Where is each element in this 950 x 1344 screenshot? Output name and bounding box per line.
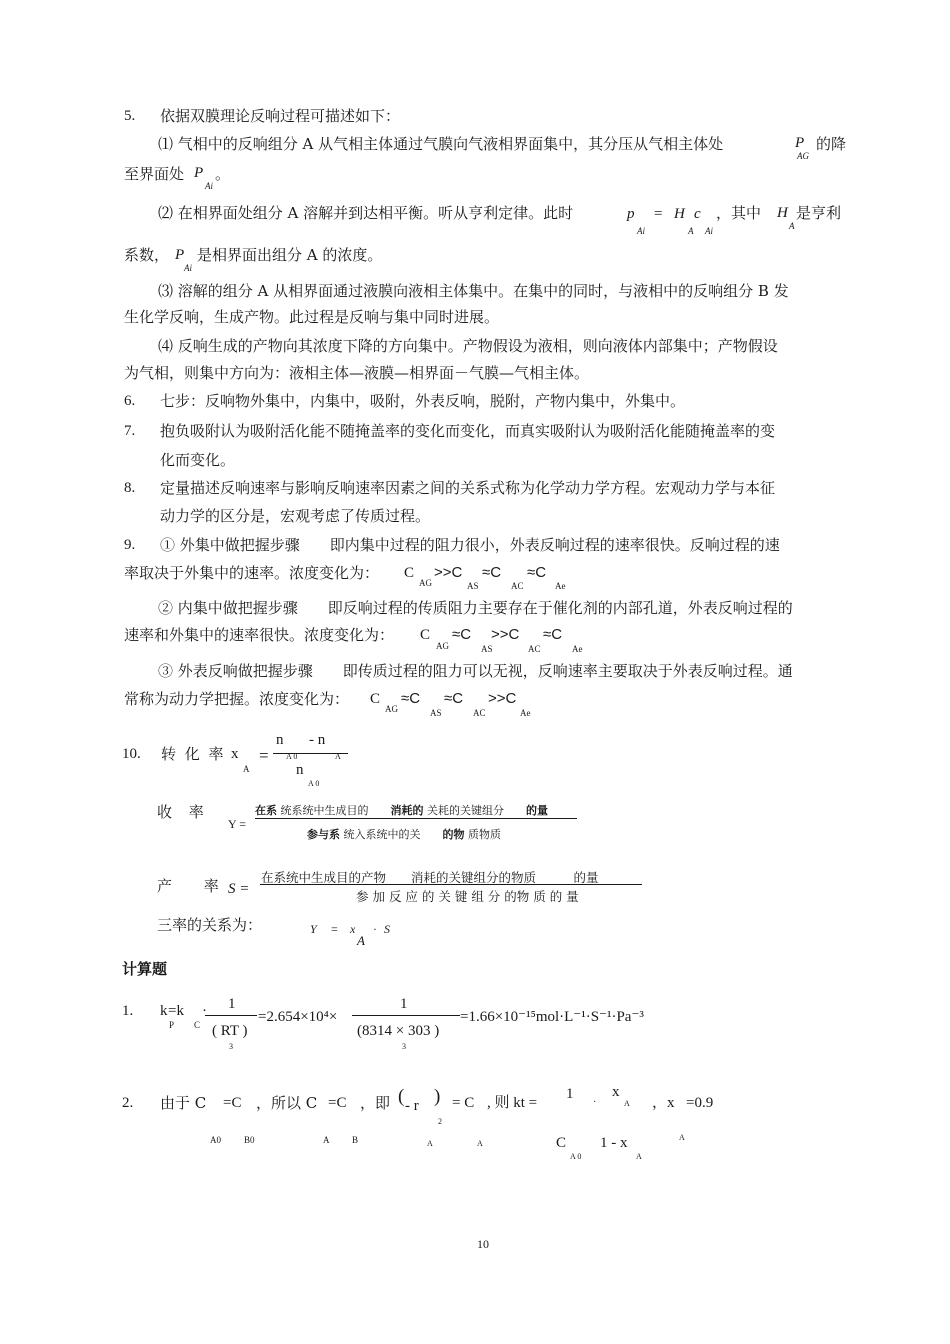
symbol-p-ai: P <box>194 165 204 181</box>
yield-label: 收 率 <box>157 803 210 821</box>
selectivity-numerator: 在系统中生成目的产物 消耗的关键组分的物质 的量 <box>261 870 599 885</box>
relation-y: Y <box>310 922 317 936</box>
item-5-step2-line1: ⑵ 在相界面处组分 A 溶解并到达相平衡。听从亨利定律。此时 <box>158 204 574 222</box>
selectivity-label: 产 率 <box>157 877 223 895</box>
relation-s: S <box>384 922 390 936</box>
q2-minus-r: - r <box>405 1098 419 1114</box>
item-10-number: 10. <box>122 746 141 762</box>
q1-frac1-num: 1 <box>228 996 236 1012</box>
conversion-den-n: n <box>296 762 304 778</box>
item-5-step4-line2: 为气相，则集中方向为：液相主体—液膜—相界面－气膜—气相主体。 <box>124 364 590 382</box>
q2-frac-den-sub: A 0 <box>570 1152 582 1161</box>
conversion-label: 转 化 率 <box>161 745 226 763</box>
yield-lhs: Y = <box>228 817 246 831</box>
item-7-line1: 抱负吸附认为吸附活化能不随掩盖率的变化而变化，而真实吸附认为吸附活化能随掩盖率的变 <box>160 422 776 440</box>
symbol-h-a-sub: A <box>789 221 795 231</box>
rel2-c1: C <box>420 627 431 643</box>
q1-frac2-num: 1 <box>400 996 408 1012</box>
q2-tail-value: =0.9 <box>686 1095 714 1111</box>
item-9-number: 9. <box>124 537 136 553</box>
rel3-s3: AC <box>473 708 486 718</box>
item-9-case3-line1: ③ 外表反响做把握步骤 即传质过程的阻力可以无视，反响速率主要取决于外表反响过程。通 <box>158 662 793 680</box>
q2-sub-a0: A0 <box>210 1135 221 1145</box>
symbol-p-ai-2: P <box>175 247 185 263</box>
q2-dot: · <box>593 1097 597 1108</box>
rel1-c1: C <box>404 565 415 581</box>
q1-frac2-line <box>352 1015 460 1016</box>
eq-equals: = <box>654 206 663 222</box>
rel1-s2: AS <box>467 581 479 591</box>
item-8-line1: 定量描述反响速率与影响反响速率因素之间的关系式称为化学动力学方程。宏观动力学与本征 <box>160 479 776 497</box>
rel2-c4: ≈C <box>543 626 563 643</box>
q2-frac-den: C <box>556 1135 567 1151</box>
rel2-s1: AG <box>436 641 449 651</box>
q2-text7: , 则 kt = <box>487 1095 538 1111</box>
symbol-h-a: H <box>777 205 788 221</box>
q2-text3: ，所以 C <box>256 1094 318 1112</box>
relation-x-sub: A <box>357 933 365 948</box>
q2-frac2-den-sub: A <box>636 1152 642 1161</box>
item-6-text: 七步：反响物外集中，内集中，吸附，外表反响，脱附，产物内集中，外集中。 <box>160 392 686 410</box>
rel2-s4: Ae <box>572 644 583 654</box>
q2-text4: =C <box>328 1095 347 1111</box>
item-5-step2-line1-tail: 是亨利 <box>796 204 842 222</box>
conversion-equals: = <box>259 746 269 765</box>
conversion-den-n-sub: A 0 <box>308 779 320 788</box>
item-7-line2: 化而变化。 <box>160 451 236 469</box>
item-5-step1-line2: 至界面处 <box>124 165 185 183</box>
item-9-case1-line1: ① 外集中做把握步骤 即内集中过程的阻力很小，外表反响过程的速率很快。反响过程的速 <box>160 536 780 554</box>
conversion-num-n-a-sub: A <box>335 752 341 761</box>
rel3-s4: Ae <box>520 708 531 718</box>
yield-denominator: 参与系 统入系统中的关 的物 质物质 <box>307 828 501 841</box>
selectivity-fraction-line <box>260 884 642 885</box>
item-7-number: 7. <box>124 423 136 439</box>
q2-text6: = C <box>452 1095 475 1111</box>
rel2-c3: >>C <box>491 626 520 643</box>
symbol-p-ag-sub: AG <box>797 151 809 161</box>
conversion-num-n: n <box>276 732 284 748</box>
conversion-x: x <box>231 746 239 762</box>
symbol-p-ag: P <box>795 135 805 151</box>
rel3-s1: AG <box>385 704 398 714</box>
q1-dot: · <box>202 1003 207 1019</box>
selectivity-denominator: 参 加 反 应 的 关 键 组 分 的物 质 的 量 <box>356 889 579 904</box>
q2-sub-a: A <box>323 1135 330 1145</box>
item-6-number: 6. <box>124 393 136 409</box>
q1-frac1-exp: 3 <box>229 1042 233 1051</box>
item-9-case3-line2: 常称为动力学把握。浓度变化为： <box>124 690 350 708</box>
item-5-step1-line1: ⑴ 气相中的反响组分 A 从气相主体通过气膜向气液相界面集中，其分压从气相主体处 <box>158 135 724 153</box>
yield-numerator: 在系 统系统中生成目的 消耗的 关耗的关键组分 的量 <box>255 804 548 817</box>
relation-x: x <box>350 922 356 936</box>
calc-heading: 计算题 <box>122 960 168 978</box>
calc-q1-number: 1. <box>122 1003 134 1019</box>
item-8-line2: 动力学的区分是，宏观考虑了传质过程。 <box>160 507 431 525</box>
item-5-intro: 依据双膜理论反响过程可描述如下： <box>160 107 401 125</box>
eq-c: c <box>694 206 701 222</box>
eq-h: H <box>674 206 685 222</box>
rel3-s2: AS <box>430 708 442 718</box>
q1-kc-sub: C <box>194 1020 201 1030</box>
q2-paren-close: ) <box>434 1086 441 1107</box>
q2-frac2-num-sub: A <box>624 1099 630 1108</box>
conversion-num-n-sub: A 0 <box>286 752 298 761</box>
item-5-step1-line2-tail: 。 <box>215 165 231 183</box>
item-8-number: 8. <box>124 480 136 496</box>
q2-sub-b0: B0 <box>244 1135 255 1145</box>
item-5-step3-line1: ⑶ 溶解的组分 A 从相界面通过液膜向液相主体集中。在集中的同时，与液相中的反响组分 B 发 <box>158 282 789 300</box>
item-5-step2-mid: ，其中 <box>716 204 762 222</box>
q1-frac1-line <box>205 1015 257 1016</box>
q2-sub-b: B <box>352 1135 359 1145</box>
page-number: 10 <box>477 1237 489 1251</box>
q1-frac1-den: ( RT ) <box>212 1023 248 1039</box>
q2-text2: =C <box>223 1095 242 1111</box>
q2-frac2-num: x <box>612 1084 620 1100</box>
rel1-c2: >>C <box>434 564 463 581</box>
rel2-c2: ≈C <box>452 626 472 643</box>
conversion-x-sub: A <box>243 764 250 774</box>
rel3-c1: C <box>370 691 381 707</box>
q2-exp-2: 2 <box>438 1117 442 1126</box>
rel3-c2: ≈C <box>401 690 421 707</box>
selectivity-lhs: S = <box>228 881 250 897</box>
q1-k: k <box>160 1003 168 1019</box>
relation-equals: = <box>331 922 338 936</box>
rel1-c4: ≈C <box>527 564 547 581</box>
item-5-step2-line2-head: 系数， <box>124 246 170 264</box>
item-5-step1-line1-tail: 的降 <box>816 135 847 153</box>
rel1-c3: ≈C <box>482 564 502 581</box>
eq-h-sub: A <box>688 226 694 236</box>
eq-p: p <box>627 206 635 222</box>
item-9-case2-line1: ② 内集中做把握步骤 即反响过程的传质阻力主要存在于催化剂的内部孔道，外表反响过程的 <box>158 599 793 617</box>
eq-c-sub: Ai <box>705 226 713 236</box>
yield-fraction-line <box>255 818 577 819</box>
q2-paren-open: ( <box>398 1086 405 1107</box>
q2-frac2-den: 1 - x <box>600 1135 628 1151</box>
q2-tail-sub: A <box>679 1133 685 1142</box>
rel1-s3: AC <box>511 581 524 591</box>
q1-k-sub-p: P <box>169 1020 175 1030</box>
rel1-s4: Ae <box>555 581 566 591</box>
eq-p-sub: Ai <box>637 226 645 236</box>
item-5-step2-line2-tail: 是相界面出组分 A 的浓度。 <box>197 246 383 264</box>
conversion-fraction-line <box>273 753 348 754</box>
q1-frac2-exp: 3 <box>402 1042 406 1051</box>
conversion-num-minus-n: - n <box>309 732 326 748</box>
rel2-s2: AS <box>481 644 493 654</box>
q1-result: =1.66×10⁻¹⁵mol·L⁻¹·S⁻¹·Pa⁻³ <box>460 1009 644 1025</box>
item-5-number: 5. <box>124 108 136 124</box>
q2-tail: ，x <box>652 1095 675 1111</box>
symbol-p-ai-sub: Ai <box>205 181 213 191</box>
item-9-case2-line2: 速率和外集中的速率很快。浓度变化为： <box>124 626 395 644</box>
item-9-case1-line2: 率取决于外集中的速率。浓度变化为： <box>124 564 380 582</box>
rel3-c4: >>C <box>488 690 517 707</box>
symbol-p-ai-2-sub: Ai <box>184 263 192 273</box>
item-5-step3-line2: 生化学反响，生成产物。此过程是反响与集中同时进展。 <box>124 308 500 326</box>
q2-text1: 由于 C <box>160 1094 207 1112</box>
q1-frac2-den: (8314 × 303 ) <box>357 1023 440 1039</box>
q2-frac-num: 1 <box>566 1086 574 1102</box>
rel1-s1: AG <box>419 578 432 588</box>
item-5-step4-line1: ⑷ 反响生成的产物向其浓度下降的方向集中。产物假设为液相，则向液体内部集中；产物假设 <box>158 337 778 355</box>
q2-text5: ，即 <box>360 1094 391 1112</box>
q1-mid: =2.654×10⁴× <box>258 1009 338 1025</box>
calc-q2-number: 2. <box>122 1095 134 1111</box>
q1-eq-kc: =k <box>168 1003 184 1019</box>
q2-r-sub: A <box>427 1139 433 1148</box>
q2-c-sub: A <box>477 1139 483 1148</box>
relation-dot: · <box>373 922 377 936</box>
rel2-s3: AC <box>528 644 541 654</box>
relation-label: 三率的关系为： <box>157 916 263 934</box>
rel3-c3: ≈C <box>444 690 464 707</box>
